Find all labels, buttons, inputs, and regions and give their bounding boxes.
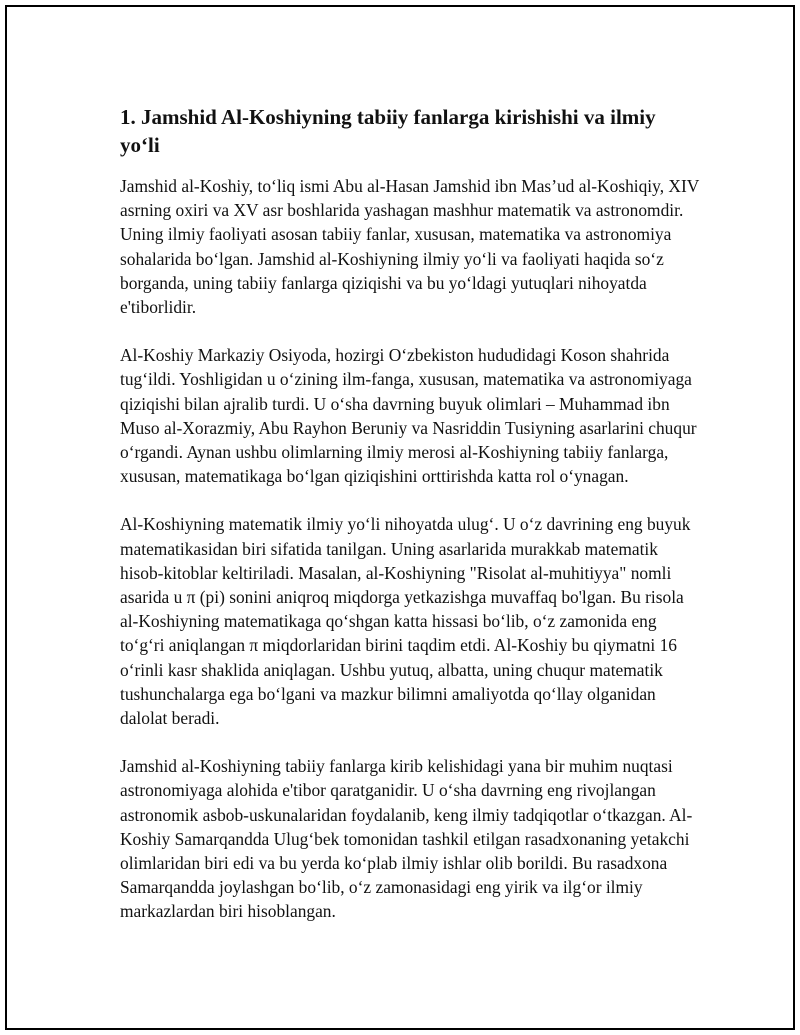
document-body — [120, 103, 700, 948]
paragraph-3: Al-Koshiyning matematik ilmiy yo‘li nihoyatda ulug‘. U o‘z davrining eng buyuk matematikasidan biri sifatida tanilgan. Uning asarlarida murakkab matematik hisob-kitoblar keltiriladi. Masalan, al-Koshiyning "Risolat al-muhitiyya" nomli asarida u π (pi) sonini aniqroq miqdorga yetkazishga muvaffaq bo'lgan. Bu risola al-Koshiyning matematikaga qo‘shgan katta hissasi bo‘lib, o‘z zamonida eng to‘g‘ri aniqlangan π miqdorlaridan birini taqdim etdi. Al-Koshiy bu qiymatni 16 o‘rinli kasr shaklida aniqlagan. Ushbu yutuq, albatta, uning chuqur matematik tushunchalarga ega bo‘lgani va mazkur bilimni amaliyotda qo‘llay olganidan dalolat beradi. — [120, 514, 691, 729]
section-heading: 1. Jamshid Al-Koshiyning tabiiy fanlarga kirishishi va ilmiy yo‘li — [120, 105, 656, 157]
page-frame — [5, 5, 795, 1030]
paragraph-4: Jamshid al-Koshiyning tabiiy fanlarga kirib kelishidagi yana bir muhim nuqtasi astronomiyaga alohida e'tibor qaratganidir. U o‘sha davrning eng rivojlangan astronomik asbob-uskunalaridan foydalanib, keng ilmiy tadqiqotlar o‘tkazgan. Al-Koshiy Samarqandda Ulug‘bek tomonidan tashkil etilgan rasadxonaning yetakchi olimlaridan biri edi va bu yerda ko‘plab ilmiy ishlar olib borildi. Bu rasadxona Samarqandda joylashgan bo‘lib, o‘z zamonasidagi eng yirik va ilg‘or ilmiy markazlardan biri hisoblangan. — [120, 756, 693, 922]
paragraph-2: Al-Koshiy Markaziy Osiyoda, hozirgi O‘zbekiston hududidagi Koson shahrida tug‘ildi. Yoshligidan u o‘zining ilm-fanga, xususan, matematika va astronomiyaga qiziqishi bilan ajralib turdi. U o‘sha davrning buyuk olimlari – Muhammad ibn Muso al-Xorazmiy, Abu Rayhon Beruniy va Nasriddin Tusiyning asarlarini chuqur o‘rgandi. Aynan ushbu olimlarning ilmiy merosi al-Koshiyning tabiiy fanlarga, xususan, matematikaga bo‘lgan qiziqishini orttirishda katta rol o‘ynagan. — [120, 345, 697, 487]
paragraph-1: Jamshid al-Koshiy, to‘liq ismi Abu al-Hasan Jamshid ibn Mas’ud al-Koshiqiy, XIV asrning oxiri va XV asr boshlarida yashagan mashhur matematik va astronomdir. Uning ilmiy faoliyati asosan tabiiy fanlar, xususan, matematika va astronomiya sohalarida bo‘lgan. Jamshid al-Koshiyning ilmiy yo‘li va faoliyati haqida so‘z borganda, uning tabiiy fanlarga qiziqishi va bu yo‘ldagi yutuqlari nihoyatda e'tiborlidir. — [120, 176, 699, 318]
